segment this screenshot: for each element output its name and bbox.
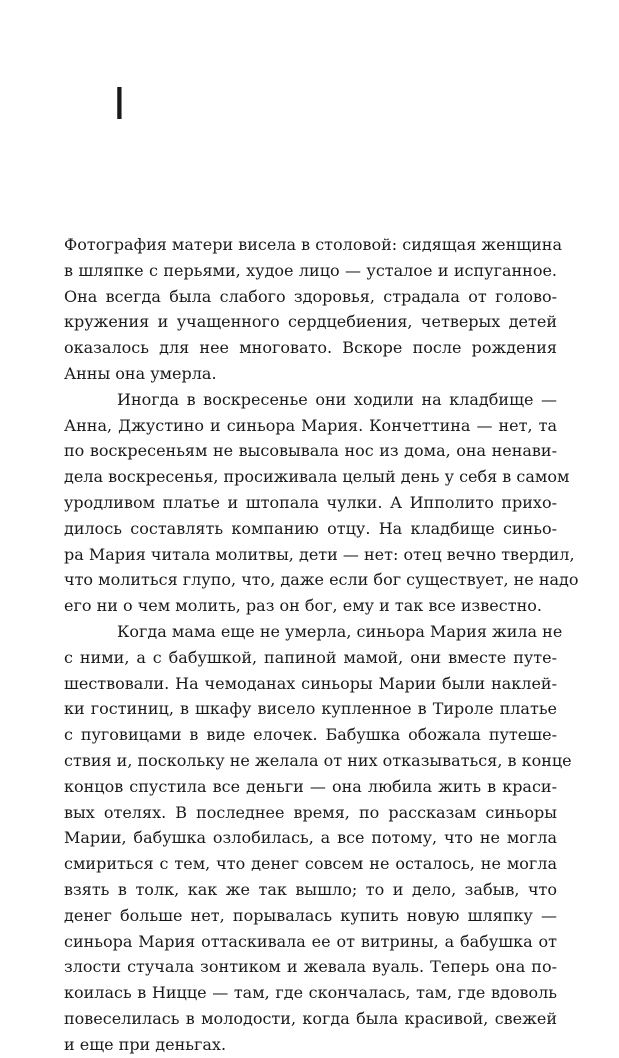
text-line: Анна, Джустино и синьора Мария. Кончеттина — нет, та <box>64 415 557 435</box>
text-line: Иногда в воскресенье они ходили на кладбище — <box>117 389 557 409</box>
text-line: в шляпке с перьями, худое лицо — усталое и испуганное. <box>64 260 557 280</box>
text-line: злости стучала зонтиком и жевала вуаль. Теперь она по- <box>64 957 557 977</box>
text-line: ки гостиниц, в шкафу висело купленное в Тироле платье <box>64 699 557 719</box>
text-line: синьора Мария оттаскивала ее от витрины, а бабушка от <box>64 931 557 951</box>
text-line: кружения и учащенного сердцебиения, четверых детей <box>64 312 557 332</box>
text-line: ствия и, поскольку не желала от них отказываться, в конце <box>64 750 572 770</box>
text-line: Она всегда была слабого здоровья, страдала от голово- <box>64 286 557 306</box>
text-line: и еще при деньгах. <box>64 1034 227 1054</box>
text-line: дилось составлять компанию отцу. На кладбище синьо- <box>64 518 557 538</box>
text-line: вых отелях. В последнее время, по рассказам синьоры <box>64 802 557 822</box>
text-line: коилась в Ницце — там, где скончалась, там, где вдоволь <box>64 983 557 1003</box>
paragraph <box>64 619 572 1058</box>
text-line: денег больше нет, порывалась купить новую шляпку — <box>64 905 557 925</box>
text-line: шествовали. На чемоданах синьоры Марии были наклей- <box>64 673 557 693</box>
text-line: взять в толк, как же так вышло; то и дело, забыв, что <box>64 879 557 899</box>
text-line: Марии, бабушка озлобилась, а все потому, что не могла <box>64 828 557 848</box>
paragraph <box>64 232 562 387</box>
text-line: что молиться глупо, что, даже если бог существует, не надо <box>64 570 579 590</box>
text-line: Когда мама еще не умерла, синьора Мария жила не <box>117 621 563 641</box>
text-line: оказалось для нее многовато. Вскоре после рождения <box>64 338 557 358</box>
text-line: концов спустила все деньги — она любила жить в краси- <box>64 776 557 796</box>
text-line: Анны она умерла. <box>64 363 217 383</box>
paragraph <box>64 387 579 619</box>
text-line: ра Мария читала молитвы, дети — нет: отец вечно твердил, <box>64 544 575 564</box>
text-line: уродливом платье и штопала чулки. А Ипполито прихо- <box>64 492 557 512</box>
text-line: Фотография матери висела в столовой: сидящая женщина <box>64 235 562 254</box>
text-line: его ни о чем молить, раз он бог, ему и так все известно. <box>64 596 542 616</box>
body-text <box>64 232 579 1058</box>
text-line: повеселилась в молодости, когда была красивой, свежей <box>64 1008 557 1028</box>
text-line: смириться с тем, что денег совсем не осталось, не могла <box>64 854 557 874</box>
text-line: с пуговицами в виде елочек. Бабушка обожала путеше- <box>64 725 557 745</box>
text-line: с ними, а с бабушкой, папиной мамой, они вместе путе- <box>64 647 557 667</box>
chapter-number: I <box>113 77 126 129</box>
text-line: дела воскресенья, просиживала целый день у себя в самом <box>64 467 570 487</box>
text-line: по воскресеньям не высовывала нос из дома, она ненави- <box>64 441 557 461</box>
